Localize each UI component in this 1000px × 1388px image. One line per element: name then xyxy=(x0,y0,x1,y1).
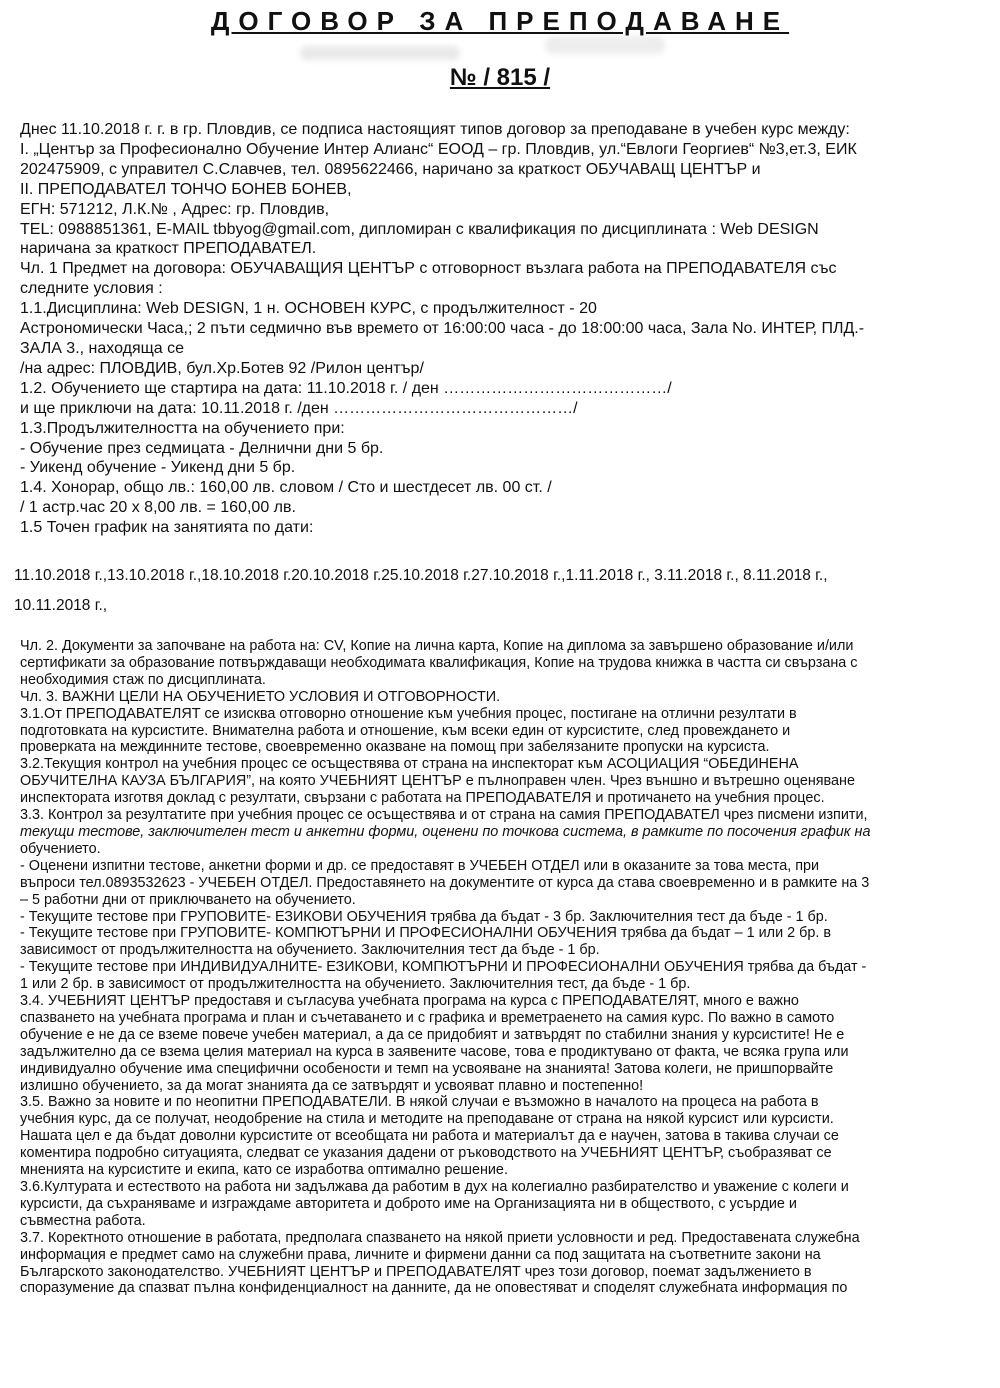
intro-line: Астрономически Часа,; 2 пъти седмично във времето от 16:00:00 часа - до 18:00:00 часа, Зала No. ИНТЕР, ПЛД.- xyxy=(20,320,865,338)
body-line: Чл. 2. Документи за започване на работа на: CV, Копие на лична карта, Копие на диплома за завършено образование и/или xyxy=(20,638,854,654)
body-line: 3.2.Текущия контрол на учебния процес се осъществява от страна на инспекторат към АСОЦИАЦИЯ “ОБЕДИНЕНА xyxy=(20,756,799,773)
body-line: коментира подробно ситуацията, следват се указания дадени от ръководството на УЧЕБНИЯТ ЦЕНТЪР, съобразяват се xyxy=(20,1145,832,1162)
body-line: - Текущите тестове при ГРУПОВИТЕ- ЕЗИКОВИ ОБУЧЕНИЯ трябва да бъдат - 3 бр. Заключителния тест да бъде - 1 бр. xyxy=(20,908,828,925)
body-line: индивидуално обучение има специфични особености и темп на усвояване на знанията! Затова колеги, не пришпорвайте xyxy=(20,1060,834,1077)
intro-line: и ще приключи на дата: 10.11.2018 г. /ден ………………………………………/ xyxy=(20,399,578,417)
body-line: въпроси тел.0893532623 - УЧЕБЕН ОТДЕЛ. Предоставянето на документите от курса да става своевременно и в рамките на 3 xyxy=(20,874,870,891)
intro-line: 1.1.Дисциплина: Web DESIGN, 1 н. ОСНОВЕН КУРС, с продължителност - 20 xyxy=(20,300,597,318)
body-line: обучението. xyxy=(20,840,101,857)
body-line: съвместна работа. xyxy=(20,1212,146,1229)
intro-line: 1.2. Обучението ще стартира на дата: 11.10.2018 г. / ден ……………………………………/ xyxy=(20,379,672,397)
body-line: 3.7. Коректното отношение в работата, предполага спазването на някой приети условности и ред. Предоставената служебна xyxy=(20,1229,860,1246)
body-line: Чл. 3. ВАЖНИ ЦЕЛИ НА ОБУЧЕНИЕТО УСЛОВИЯ И ОТГОВОРНОСТИ. xyxy=(20,688,501,705)
body-line: подготовката на курсистите. Внимателна работа и отношение, към всеки един от курсистите, след провеждането и xyxy=(20,722,791,739)
body-line: - Текущите тестове при ИНДИВИДУАЛНИТЕ- ЕЗИКОВИ, КОМПЮТЪРНИ И ПРОФЕСИОНАЛНИ ОБУЧЕНИЯ трябва да бъдат - xyxy=(20,959,867,976)
body-line: задължително да се взема целия материал на курса в заявените часове, това е продиктувано от факта, че всяка група или xyxy=(20,1043,849,1060)
body-line: ОБУЧИТЕЛНА КАУЗА БЪЛГАРИЯ”, на която УЧЕБНИЯТ ЦЕНТЪР е пълноправен член. Чрез външно и вътрешно оценяване xyxy=(20,773,855,790)
body-line: учебния курс, да се получат, неодобрение на стила и методите на преподаване от страна на някой курсист или курсисти. xyxy=(20,1111,834,1128)
body-line: зависимост от продължителността на обучението. Заключителния тест да бъде - 1 бр. xyxy=(20,942,600,959)
body-line: спазването на учебната програма и план и съчетаването и с графика и времетраенето на самия курс. По важно в самото xyxy=(20,1009,835,1026)
schedule-dates: 11.10.2018 г.,13.10.2018 г.,18.10.2018 г.20.10.2018 г.25.10.2018 г.27.10.2018 г.,1.11.2018 г., 3.11.2018 г., 8.11.2018 г., xyxy=(14,567,828,584)
contract-number: № / 815 / xyxy=(449,64,551,91)
schedule-dates-end: 10.11.2018 г., xyxy=(14,597,108,614)
intro-line: следните условия : xyxy=(20,280,163,298)
body-line: текущи тестове, заключителен тест и анкетни форми, оценени по точкова система, в рамките по посочения график на xyxy=(20,823,871,840)
terms-section xyxy=(20,638,985,1297)
scan-smudge xyxy=(545,36,665,54)
body-line: инспектората изготвя доклад с резултати, свързани с работата на ПРЕПОДАВАТЕЛЯ и протичането на учебния процес. xyxy=(20,790,825,807)
body-line: Нашата цел е да бъдат доволни курсистите от всеобщата ни работа и материалът да е научен, затова в такива случаи се xyxy=(20,1128,839,1145)
intro-line: /на адрес: ПЛОВДИВ, бул.Хр.Ботев 92 /Рилон център/ xyxy=(20,359,424,377)
intro-section xyxy=(20,120,985,538)
body-line: 3.4. УЧЕБНИЯТ ЦЕНТЪР предоставя и съгласува учебната програма на курса с ПРЕПОДАВАТЕЛЯТ, много е важно xyxy=(20,993,799,1010)
body-line: мненията на курсистите и екипа, като се изработва оптимално решение. xyxy=(20,1162,508,1179)
body-line: 1 или 2 бр. в зависимост от продължителността на обучението. Заключителния тест, да бъде - 1 бр. xyxy=(20,976,691,993)
body-line: сертификати за образование потвърждаващи необходимата квалификация, Копие на трудова книжка в частта си свързана с xyxy=(20,654,858,671)
intro-line: I. „Център за Професионално Обучение Интер Алианс“ ЕООД – гр. Пловдив, ул.“Евлоги Георгиев“ №3,ет.3, ЕИК xyxy=(20,140,857,158)
intro-line: 1.3.Продължителността на обучението при: xyxy=(20,419,345,437)
body-line: - Текущите тестове при ГРУПОВИТЕ- КОМПЮТЪРНИ И ПРОФЕСИОНАЛНИ ОБУЧЕНИЯ трябва да бъдат – 1 или 2 бр. в xyxy=(20,925,832,942)
body-line: 3.3. Контрол за резултатите при учебния процес се осъществява и от страна на самия ПРЕПОДАВАТЕЛ чрез писмени изпити, xyxy=(20,807,868,824)
intro-line: ЕГН: 571212, Л.К.№ , Адрес: гр. Пловдив, xyxy=(20,200,330,218)
intro-line: Чл. 1 Предмет на договора: ОБУЧАВАЩИЯ ЦЕНТЪР с отговорност възлага работа на ПРЕПОДАВАТЕЛЯ със xyxy=(20,260,837,278)
intro-line: Днес 11.10.2018 г. г. в гр. Пловдив, се подписа настоящият типов договор за преподаване в учебен курс между: xyxy=(20,121,850,138)
document-title: ДОГОВОР ЗА ПРЕПОДАВАНЕ xyxy=(210,6,790,36)
intro-line: - Обучение през седмицата - Делнични дни 5 бр. xyxy=(20,439,384,457)
body-line: споразумение да спазват пълна конфиденциалност на данните, да не оповестяват и споделят служебната информация по xyxy=(20,1280,848,1297)
body-line: - Оценени изпитни тестове, анкетни форми и др. се предоставят в УЧЕБЕН ОТДЕЛ или в оказаните за това места, при xyxy=(20,857,820,874)
intro-line: 1.4. Хонорар, общо лв.: 160,00 лв. словом / Сто и шестдесет лв. 00 ст. / xyxy=(20,479,552,497)
body-line: 3.6.Културата и естеството на работа ни задължава да работим в дух на колегиално разбирателство и уважение с колеги и xyxy=(20,1179,849,1195)
intro-line: ЗАЛА 3., находяща се xyxy=(20,339,185,357)
intro-line: 202475909, с управител С.Славчев, тел. 0895622466, наричано за краткост ОБУЧАВАЩ ЦЕНТЪР и xyxy=(20,160,761,178)
body-line: обучение е не да се вземе повече учебен материал, а да се придобият и затвърдят по стабилни знания у курсистите! Не е xyxy=(20,1026,845,1043)
body-line: 3.1.От ПРЕПОДАВАТЕЛЯТ се изисква отговорно отношение към учебния процес, постигане на отлични резултати в xyxy=(20,705,797,722)
intro-line: наричана за краткост ПРЕПОДАВАТЕЛ. xyxy=(20,240,317,258)
body-line: 3.5. Важно за новите и по неопитни ПРЕПОДАВАТЕЛИ. В някой случаи е възможно в началото на процеса на работа в xyxy=(20,1094,819,1111)
body-line: излишно обучението, за да могат знанията да се затвърдят и усвояват плавно и постепенно! xyxy=(20,1077,644,1094)
body-line: Българското законодателство. УЧЕБНИЯТ ЦЕНТЪР и ПРЕПОДАВАТЕЛЯТ чрез този договор, поемат задължението в xyxy=(20,1263,812,1280)
intro-line: / 1 астр.час 20 х 8,00 лв. = 160,00 лв. xyxy=(20,499,296,517)
intro-line: II. ПРЕПОДАВАТЕЛ ТОНЧО БОНЕВ БОНЕВ, xyxy=(20,180,352,198)
intro-line: 1.5 Точен график на занятията по дати: xyxy=(20,519,314,537)
body-line: курсисти, да съхраняваме и изграждаме авторитета и доброто име на Организацията ни в обществото, с усърдие и xyxy=(20,1195,797,1212)
body-line: – 5 работни дни от приключването на обучението. xyxy=(20,891,356,908)
scan-smudge xyxy=(300,46,460,60)
body-line: проверката на междинните тестове, своевременно оказване на помощ при забелязаните пропуски на курсиста. xyxy=(20,739,770,756)
body-line: информация е предмет само на служебни права, личните и фирмени данни са под защитата на съответните закони на xyxy=(20,1246,821,1263)
intro-line: TEL: 0988851361, E-MAIL tbbyog@gmail.com, дипломиран с квалификация по дисциплината : Web DESIGN xyxy=(20,220,819,238)
body-line: необходимия стаж по дисциплината. xyxy=(20,671,266,688)
intro-line: - Уикенд обучение - Уикенд дни 5 бр. xyxy=(20,459,296,477)
